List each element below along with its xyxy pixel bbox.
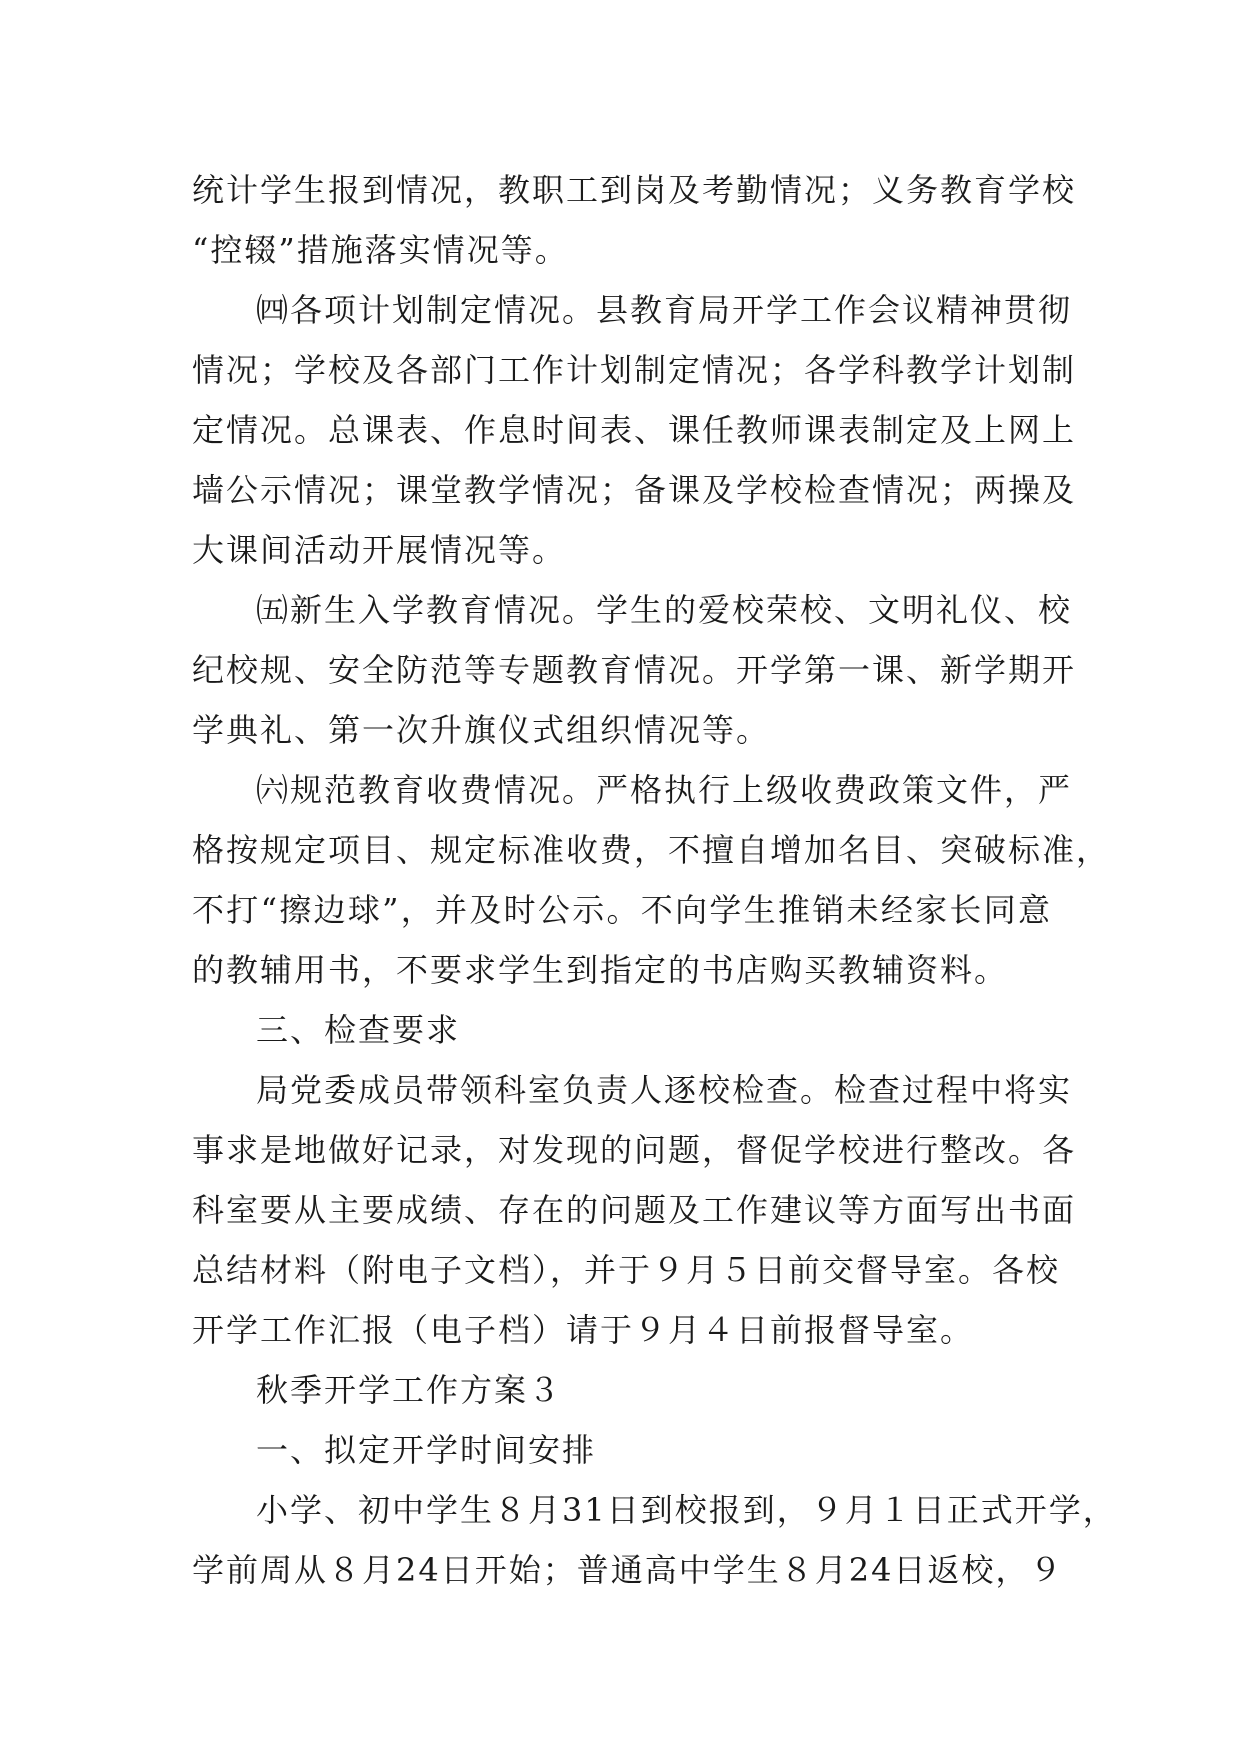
text-line: 秋季开学工作方案３	[256, 1371, 563, 1409]
text-line: 开学工作汇报（电子档）请于９月４日前报督导室。	[192, 1311, 975, 1349]
text-line: “控辍”措施落实情况等。	[192, 231, 569, 269]
text-line: 统计学生报到情况，教职工到岗及考勤情况；义务教育学校	[192, 171, 1077, 209]
text-line: ㈣各项计划制定情况。县教育局开学工作会议精神贯彻	[256, 291, 1073, 329]
text-line: 纪校规、安全防范等专题教育情况。开学第一课、新学期开	[192, 651, 1077, 689]
text-line: 不打“擦边球”，并及时公示。不向学生推销未经家长同意	[192, 891, 1052, 929]
text-line: 事求是地做好记录，对发现的问题，督促学校进行整改。各	[192, 1131, 1077, 1169]
text-line: 总结材料（附电子文档），并于９月５日前交督导室。各校	[192, 1251, 1061, 1289]
text-line: 三、检查要求	[256, 1011, 461, 1049]
text-line: 格按规定项目、规定标准收费，不擅自增加名目、突破标准，	[192, 831, 1111, 869]
text-line: 学典礼、第一次升旗仪式组织情况等。	[192, 711, 771, 749]
text-line: 墙公示情况；课堂教学情况；备课及学校检查情况；两操及	[192, 471, 1077, 509]
text-line: 定情况。总课表、作息时间表、课任教师课表制定及上网上	[192, 411, 1077, 449]
text-line: 科室要从主要成绩、存在的问题及工作建议等方面写出书面	[192, 1191, 1077, 1229]
text-line: 大课间活动开展情况等。	[192, 531, 567, 569]
text-line: 局党委成员带领科室负责人逐校检查。检查过程中将实	[256, 1071, 1073, 1109]
text-line: ㈤新生入学教育情况。学生的爱校荣校、文明礼仪、校	[256, 591, 1073, 629]
text-line: 情况；学校及各部门工作计划制定情况；各学科教学计划制	[192, 351, 1077, 389]
text-line: 学前周从８月24日开始；普通高中学生８月24日返校，９	[192, 1551, 1064, 1589]
text-line: 小学、初中学生８月31日到校报到，９月１日正式开学，	[256, 1491, 1117, 1529]
text-line: ㈥规范教育收费情况。严格执行上级收费政策文件，严	[256, 771, 1073, 809]
document-body	[192, 160, 1117, 1600]
text-line: 一、拟定开学时间安排	[256, 1431, 597, 1469]
text-line: 的教辅用书，不要求学生到指定的书店购买教辅资料。	[192, 951, 1009, 989]
